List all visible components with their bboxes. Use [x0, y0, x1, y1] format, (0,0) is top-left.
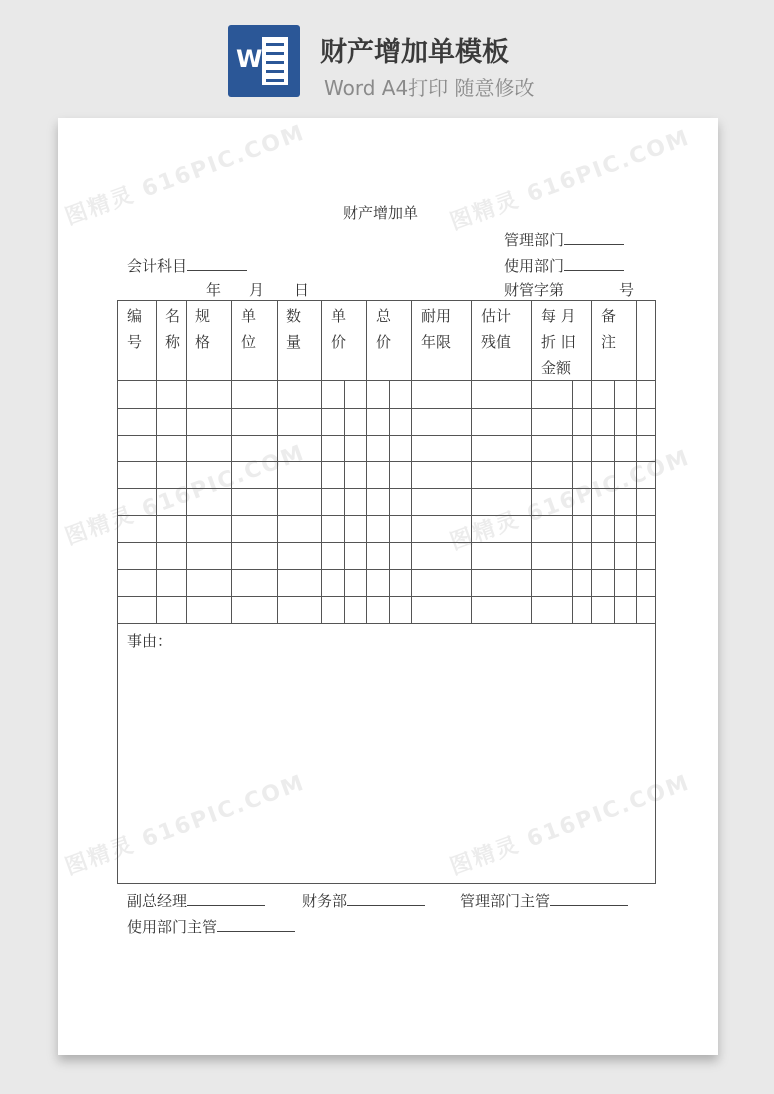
mgmt-dept-field: 管理部门	[504, 229, 624, 250]
col-header-quantity: 数 量	[286, 307, 302, 351]
col-header-unit-price: 单 价	[331, 307, 347, 351]
col-header-spec: 规 格	[195, 307, 211, 351]
reason-label: 事由：	[127, 632, 173, 650]
template-subtitle: Word A4打印 随意修改	[324, 76, 535, 100]
document-page	[58, 118, 718, 1055]
col-header-remarks: 备 注	[601, 307, 617, 351]
template-title: 财产增加单模板	[320, 37, 509, 68]
col-header-number: 编 号	[127, 307, 143, 351]
deputy-gm-signature: 副总经理	[127, 890, 265, 911]
mgmt-dept-head-signature: 管理部门主管	[460, 890, 628, 911]
watermark: 图精灵 616PIC.COM	[447, 770, 694, 881]
col-header-salvage-value: 估计 残值	[481, 307, 512, 351]
accounting-subject-field: 会计科目	[127, 255, 247, 276]
form-title: 财产增加单	[343, 204, 419, 222]
col-header-unit: 单 位	[241, 307, 257, 351]
date-month: 月	[249, 281, 265, 299]
col-header-monthly-depreciation: 每 月 折 旧 金额	[541, 307, 576, 377]
template-header	[0, 0, 774, 112]
use-dept-field: 使用部门	[504, 255, 624, 276]
date-day: 日	[294, 281, 310, 299]
watermark: 图精灵 616PIC.COM	[62, 770, 309, 881]
col-header-name: 名 称	[165, 307, 181, 351]
finance-dept-signature: 财务部	[302, 890, 425, 911]
form-table-grid	[58, 118, 718, 1055]
watermark: 图精灵 616PIC.COM	[447, 125, 694, 236]
date-year: 年	[206, 281, 222, 299]
use-dept-head-signature: 使用部门主管	[127, 916, 295, 937]
col-header-total-price: 总 价	[376, 307, 392, 351]
watermark: 图精灵 616PIC.COM	[62, 440, 309, 551]
word-icon: W	[228, 25, 300, 97]
watermark: 图精灵 616PIC.COM	[62, 120, 309, 231]
doc-number-suffix: 号	[619, 281, 635, 299]
doc-number-prefix: 财管字第	[504, 281, 565, 299]
watermark: 图精灵 616PIC.COM	[447, 445, 694, 556]
col-header-useful-life: 耐用 年限	[421, 307, 452, 351]
